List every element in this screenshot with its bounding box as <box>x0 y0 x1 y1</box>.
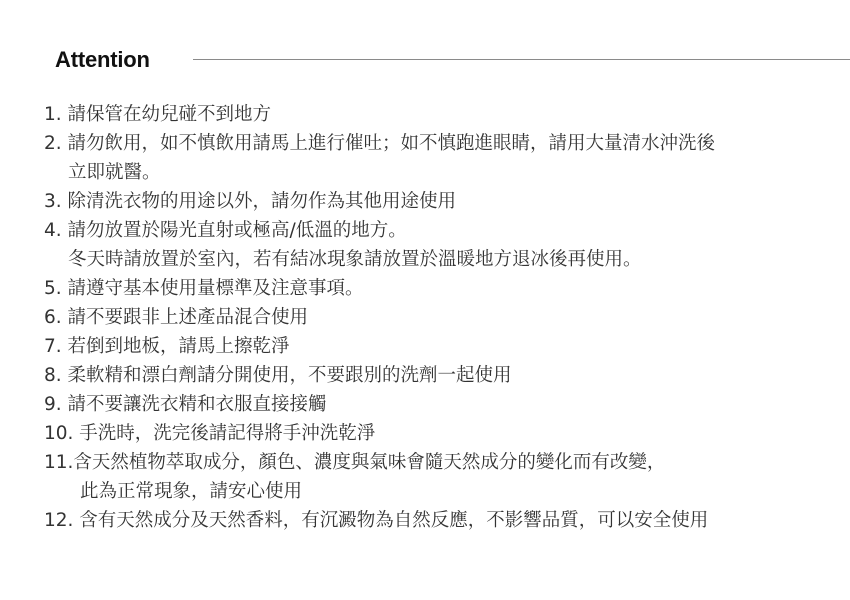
note-11: 11.含天然植物萃取成分，顏色、濃度與氣味會隨天然成分的變化而有改變， <box>44 452 666 473</box>
note-12: 12. 含有天然成分及天然香料，有沉澱物為自然反應，不影響品質，可以安全使用 <box>44 510 709 531</box>
section-title: Attention <box>55 47 150 72</box>
note-6: 6. 請不要跟非上述產品混合使用 <box>44 307 309 328</box>
note-3: 3. 除清洗衣物的用途以外，請勿作為其他用途使用 <box>44 191 457 212</box>
note-5: 5. 請遵守基本使用量標準及注意事項。 <box>44 278 364 299</box>
note-2-continued: 立即就醫。 <box>68 162 161 183</box>
note-2: 2. 請勿飲用，如不慎飲用請馬上進行催吐；如不慎跑進眼睛，請用大量清水沖洗後 <box>44 133 716 154</box>
note-7: 7. 若倒到地板，請馬上擦乾淨 <box>44 336 290 357</box>
attention-notes-list <box>44 100 834 535</box>
title-divider <box>193 59 850 60</box>
attention-header <box>55 44 850 76</box>
note-1: 1. 請保管在幼兒碰不到地方 <box>44 104 272 125</box>
note-8: 8. 柔軟精和漂白劑請分開使用，不要跟別的洗劑一起使用 <box>44 365 512 386</box>
note-11-continued: 此為正常現象，請安心使用 <box>80 481 303 502</box>
note-4: 4. 請勿放置於陽光直射或極高/低溫的地方。 <box>44 220 407 241</box>
note-10: 10. 手洗時，洗完後請記得將手沖洗乾淨 <box>44 423 376 444</box>
note-4-continued: 冬天時請放置於室內，若有結冰現象請放置於溫暖地方退冰後再使用。 <box>68 249 642 270</box>
note-9: 9. 請不要讓洗衣精和衣服直接接觸 <box>44 394 327 415</box>
